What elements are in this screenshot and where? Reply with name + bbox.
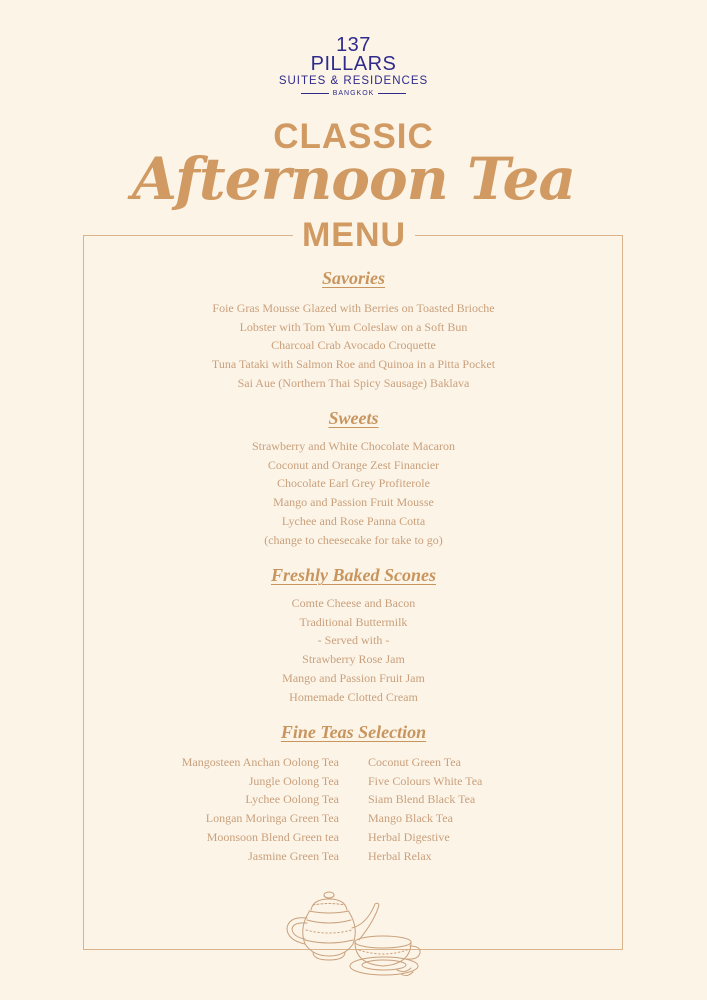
- logo-city: BANGKOK: [332, 90, 375, 97]
- list-item: Mango and Passion Fruit Jam: [282, 670, 425, 685]
- list-item: Homemade Clotted Cream: [289, 689, 418, 704]
- logo-rule-left: [301, 93, 329, 94]
- list-item: Lobster with Tom Yum Coleslaw on a Soft Bun: [239, 319, 468, 334]
- section-title-teas: Fine Teas Selection: [280, 722, 427, 742]
- list-item: Lychee Oolong Tea: [245, 792, 339, 807]
- title-menu: MENU: [293, 214, 415, 256]
- logo-rule-right: [378, 93, 406, 94]
- sweets-list: [0, 437, 707, 549]
- teas-list-right: [368, 753, 482, 865]
- list-item: Herbal Digestive: [368, 829, 450, 844]
- teas-list-left: [182, 753, 339, 865]
- list-item: Coconut and Orange Zest Financier: [267, 457, 440, 472]
- list-item: (change to cheesecake for take to go): [264, 532, 443, 547]
- list-item: Mango Black Tea: [368, 811, 453, 826]
- section-title-sweets: Sweets: [328, 408, 379, 428]
- list-item: Chocolate Earl Grey Profiterole: [277, 476, 430, 491]
- list-item: Herbal Relax: [368, 848, 432, 863]
- list-item: Strawberry and White Chocolate Macaron: [251, 439, 456, 453]
- list-item: Longan Moringa Green Tea: [205, 811, 339, 826]
- list-item: - Served with -: [317, 633, 390, 648]
- logo-city-row: [0, 90, 707, 97]
- list-item: Five Colours White Tea: [368, 773, 483, 788]
- logo-number: 137: [336, 34, 371, 56]
- list-item: Moonsoon Blend Green tea: [206, 829, 339, 844]
- brand-logo: [0, 36, 707, 97]
- list-item: Charcoal Crab Avocado Croquette: [271, 338, 436, 353]
- logo-subtitle: SUITES & RESIDENCES: [278, 75, 429, 87]
- title-afternoon-tea: Afternoon Tea: [131, 145, 576, 213]
- list-item: Lychee and Rose Panna Cotta: [281, 513, 426, 528]
- title-classic: CLASSIC: [273, 117, 434, 156]
- list-item: Jasmine Green Tea: [248, 848, 339, 863]
- list-item: Jungle Oolong Tea: [248, 773, 339, 788]
- list-item: Tuna Tataki with Salmon Roe and Quinoa in a Pitta Pocket: [211, 357, 496, 372]
- list-item: Comte Cheese and Bacon: [291, 596, 416, 610]
- teapot-and-teacup-icon: [283, 888, 423, 980]
- section-title-scones: Freshly Baked Scones: [270, 565, 436, 585]
- list-item: Mango and Passion Fruit Mousse: [273, 495, 434, 510]
- list-item: Siam Blend Black Tea: [368, 792, 476, 807]
- section-title-savories: Savories: [322, 268, 385, 288]
- list-item: Strawberry Rose Jam: [302, 652, 405, 667]
- list-item: Coconut Green Tea: [368, 755, 461, 769]
- logo-name: PILLARS: [310, 53, 397, 75]
- list-item: Sai Aue (Northern Thai Spicy Sausage) Baklava: [237, 375, 470, 390]
- list-item: Traditional Buttermilk: [299, 614, 408, 629]
- savories-list: [0, 299, 707, 393]
- scones-list: [0, 594, 707, 706]
- list-item: Foie Gras Mousse Glazed with Berries on Toasted Brioche: [212, 301, 495, 315]
- list-item: Mangosteen Anchan Oolong Tea: [181, 755, 339, 769]
